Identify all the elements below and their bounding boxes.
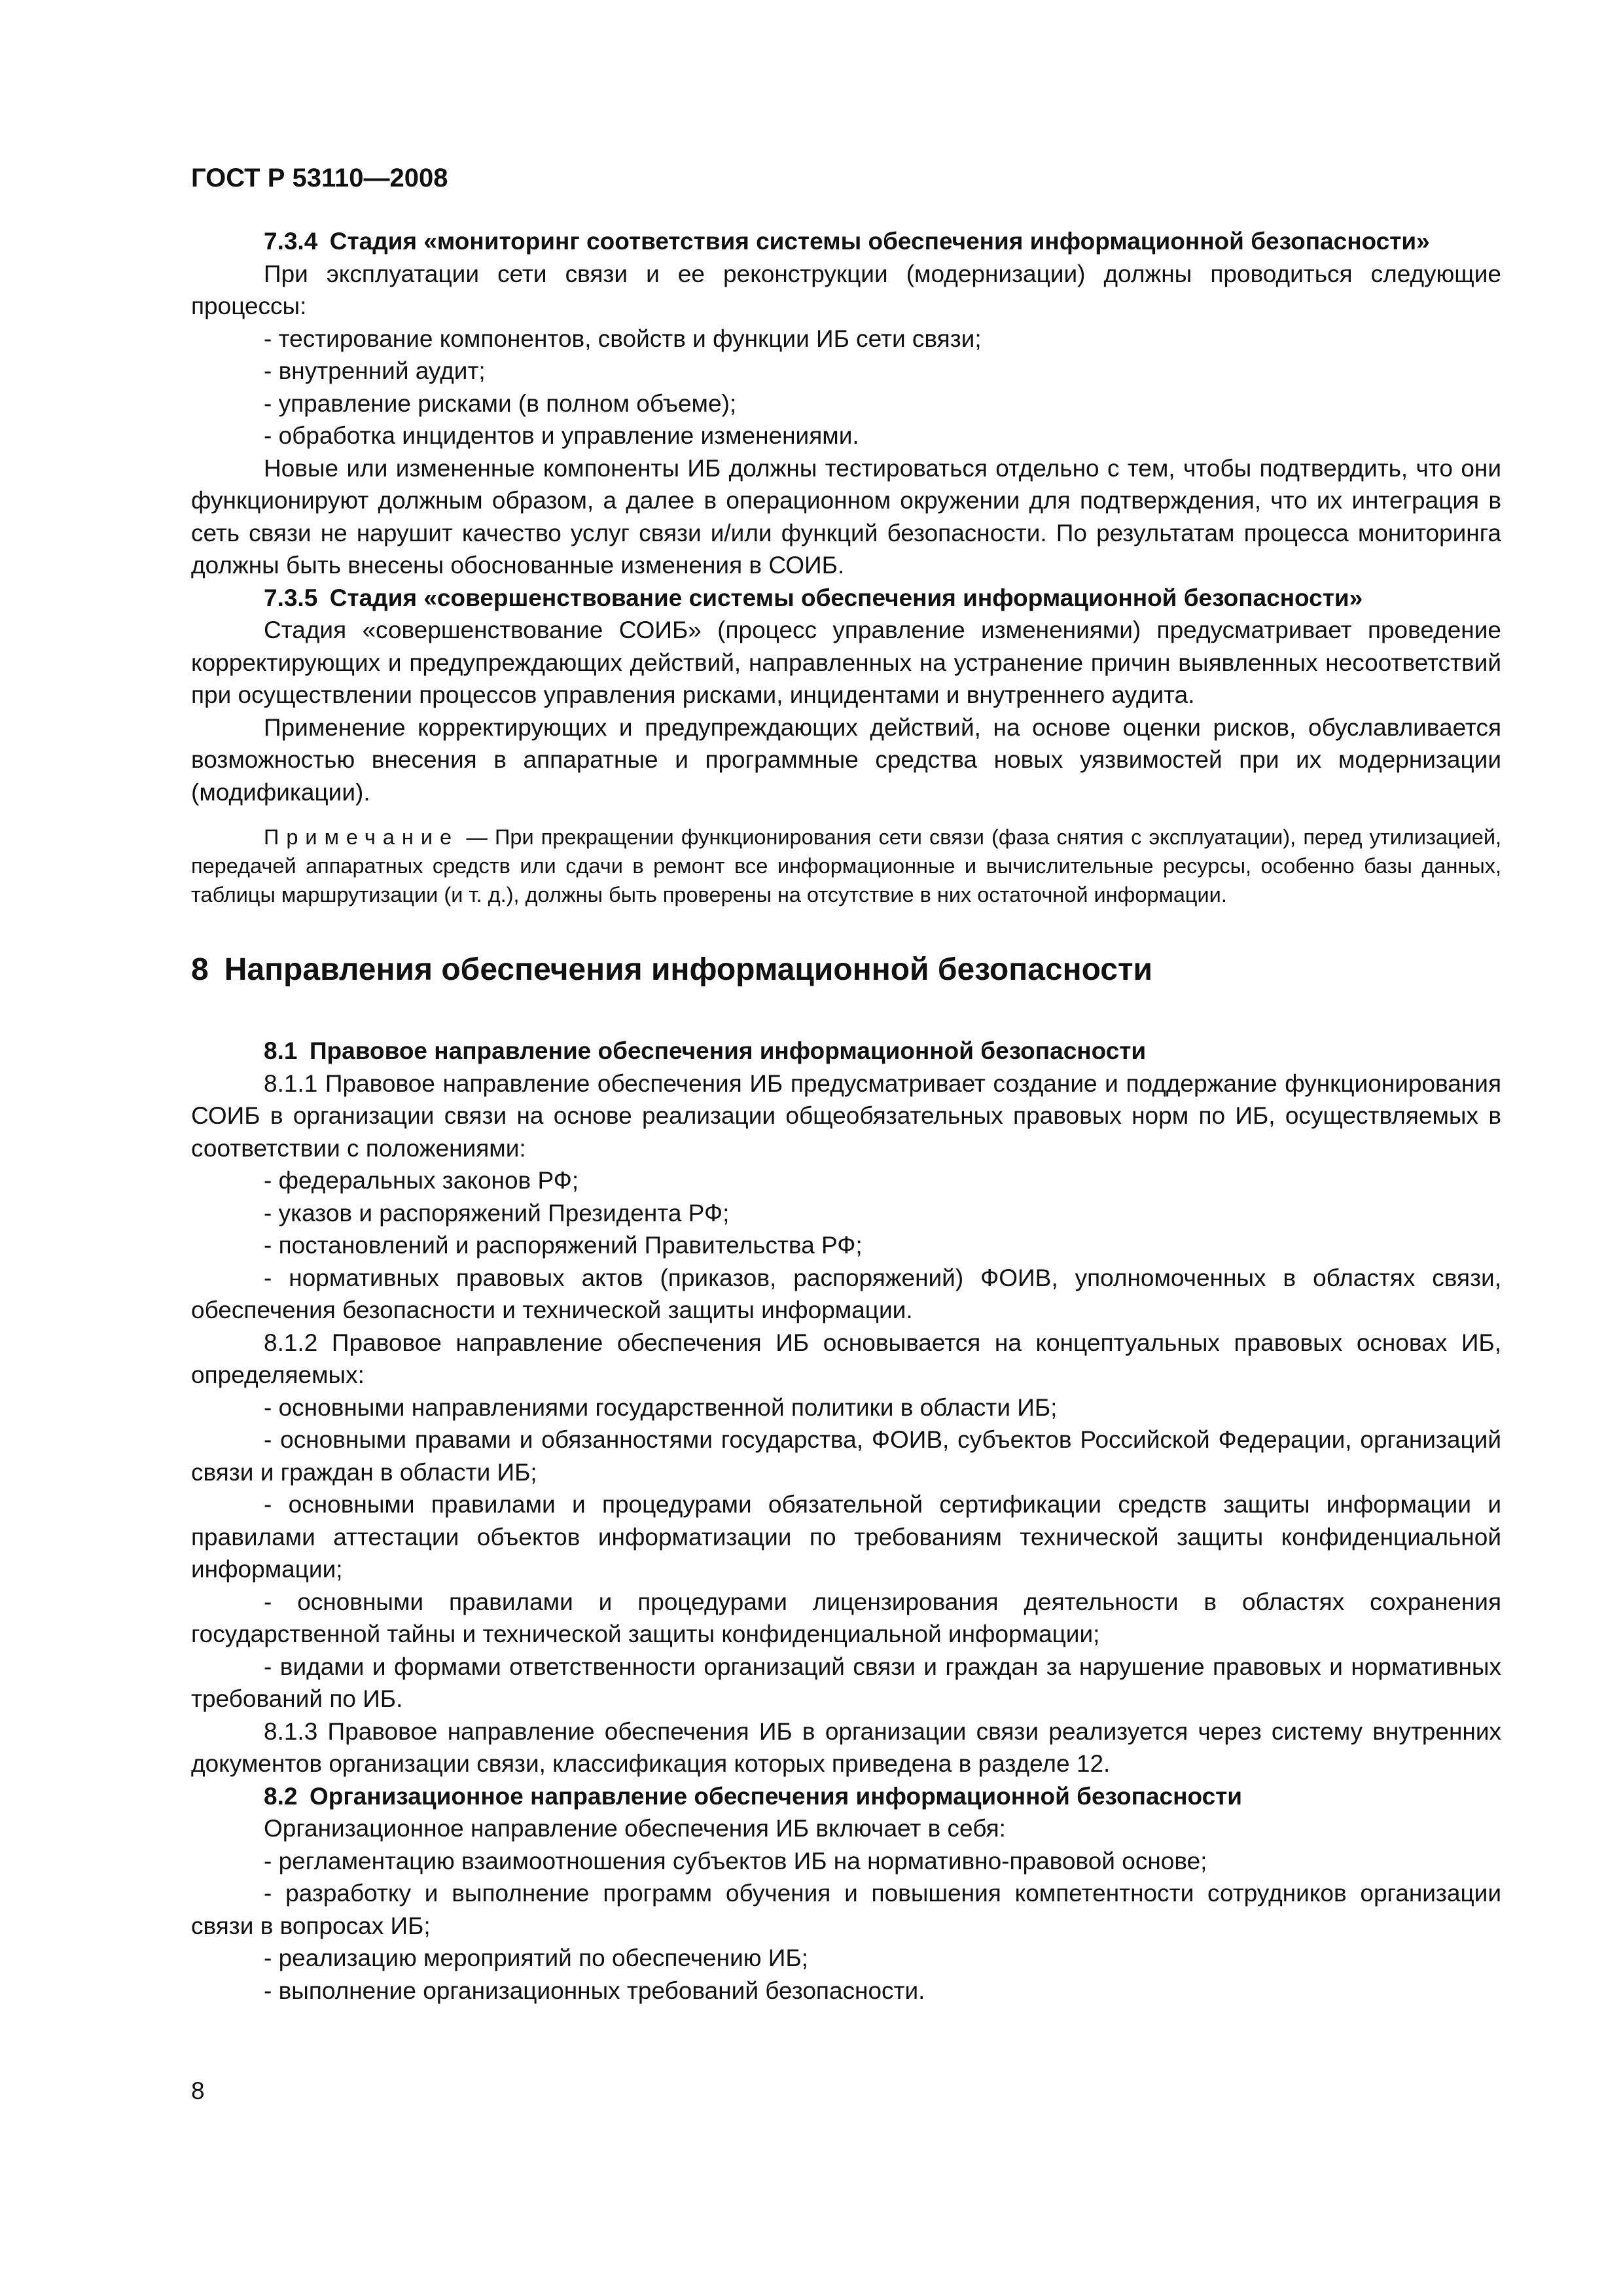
clause-heading <box>191 582 1501 615</box>
standard-header: ГОСТ Р 53110—2008 <box>191 164 448 192</box>
paragraph: При эксплуатации сети связи и ее реконструкции (модернизации) должны проводиться следующие процессы: <box>191 260 1501 319</box>
heading-number: 8 <box>191 952 209 987</box>
list-item: - реализацию мероприятий по обеспечению ИБ; <box>264 1945 808 1971</box>
paragraph: Стадия «совершенствование СОИБ» (процесс управление изменениями) предусматривает проведение корректирующих и предупреждающих действий, направленных на устранение причин выявленных несоответствий при осуществлении процессов управления рисками, инцидентами и внутреннего аудита. <box>191 617 1501 708</box>
heading-text: Организационное направление обеспечения информационной безопасности <box>309 1782 1243 1810</box>
heading-number: 8.2 <box>264 1782 298 1810</box>
list-item: - основными правилами и процедурами обязательной сертификации средств защиты информации и правилами аттестации объектов информатизации по требованиям технической защиты конфиденциальной информации; <box>191 1491 1501 1583</box>
list-item: - регламентацию взаимоотношения субъектов ИБ на нормативно-правовой основе; <box>264 1847 1207 1874</box>
list-item: - постановлений и распоряжений Правительства РФ; <box>264 1232 863 1259</box>
paragraph: 8.1.3 Правовое направление обеспечения ИБ в организации связи реализуется через систему внутренних документов организации связи, классификация которых приведена в разделе 12. <box>191 1717 1501 1777</box>
list-item: - основными направлениями государственной политики в области ИБ; <box>264 1393 1058 1421</box>
paragraph: 8.1.2 Правовое направление обеспечения ИБ основывается на концептуальных правовых основах ИБ, определяемых: <box>191 1329 1501 1388</box>
note-text: — При прекращении функционирования сети связи (фаза снятия с эксплуатации), перед утилизацией, передачей аппаратных средств или сдачи в ремонт все информационные и вычислительные ресурсы, особенно базы данных, таблицы маршрутизации (и т. д.), должны быть проверены на отсутствие в них остаточной информации. <box>191 825 1502 906</box>
list-item: - федеральных законов РФ; <box>264 1167 579 1194</box>
list-item: - тестирование компонентов, свойств и функции ИБ сети связи; <box>264 325 982 352</box>
heading-number: 7.3.4 <box>264 228 318 255</box>
page-number: 8 <box>191 2077 205 2104</box>
list-item: - основными правами и обязанностями государства, ФОИВ, субъектов Российской Федерации, организаций связи и граждан в области ИБ; <box>191 1426 1501 1486</box>
note <box>191 823 1501 909</box>
heading-text: Правовое направление обеспечения информационной безопасности <box>309 1037 1147 1064</box>
paragraph: Организационное направление обеспечения ИБ включает в себя: <box>264 1815 1006 1842</box>
list-item: - нормативных правовых актов (приказов, распоряжений) ФОИВ, уполномоченных в областях связи, обеспечения безопасности и технической защиты информации. <box>191 1264 1501 1323</box>
heading-text: Стадия «мониторинг соответствия системы обеспечения информационной безопасности» <box>329 228 1430 255</box>
list-item: - выполнение организационных требований безопасности. <box>264 1977 925 2004</box>
list-item: - видами и формами ответственности организаций связи и граждан за нарушение правовых и нормативных требований по ИБ. <box>191 1653 1501 1712</box>
section-heading <box>191 950 1501 990</box>
paragraph: Новые или измененные компоненты ИБ должны тестироваться отдельно с тем, чтобы подтвердить, что они функционируют должным образом, а далее в операционном окружении для подтверждения, что их интеграция в сеть связи не нарушит качество услуг связи и/или функций безопасности. По результатам процесса мониторинга должны быть внесены обоснованные изменения в СОИБ. <box>191 454 1501 579</box>
subsection-heading <box>191 1780 1501 1813</box>
list-item: - указов и распоряжений Президента РФ; <box>264 1199 730 1227</box>
heading-text: Направления обеспечения информационной безопасности <box>224 952 1152 987</box>
clause-heading <box>191 225 1501 258</box>
paragraph: Применение корректирующих и предупреждающих действий, на основе оценки рисков, обуславливается возможностью внесения в аппаратные и программные средства новых уязвимостей при их модернизации (модификации). <box>191 713 1501 806</box>
list-item: - обработка инцидентов и управление изменениями. <box>264 422 859 449</box>
heading-text: Стадия «совершенствование системы обеспечения информационной безопасности» <box>329 584 1363 611</box>
heading-number: 7.3.5 <box>264 584 318 611</box>
list-item: - разработку и выполнение программ обучения и повышения компетентности сотрудников организации связи в вопросах ИБ; <box>191 1880 1501 1939</box>
list-item: - внутренний аудит; <box>264 357 486 384</box>
list-item: - управление рисками (в полном объеме); <box>264 389 737 417</box>
heading-number: 8.1 <box>264 1037 298 1064</box>
note-label: Примечание <box>264 825 459 849</box>
document-body <box>191 225 1501 2007</box>
list-item: - основными правилами и процедурами лицензирования деятельности в областях сохранения государственной тайны и технической защиты конфиденциальной информации; <box>191 1588 1501 1647</box>
paragraph: 8.1.1 Правовое направление обеспечения ИБ предусматривает создание и поддержание функционирования СОИБ в организации связи на основе реализации общеобязательных правовых норм по ИБ, осуществляемых в соответствии с положениями: <box>191 1069 1501 1162</box>
subsection-heading <box>191 1035 1501 1067</box>
